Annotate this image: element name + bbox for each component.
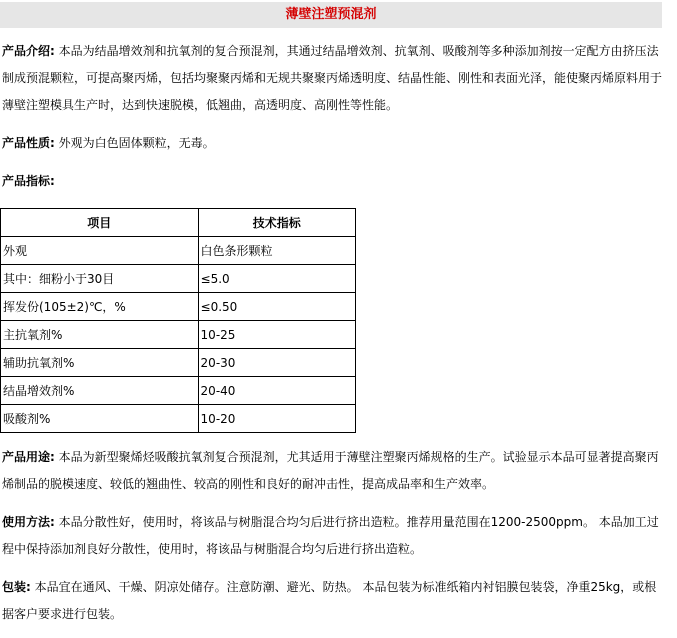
header-item: 项目 xyxy=(1,209,199,237)
row-item: 其中：细粉小于30目 xyxy=(1,265,199,293)
specs-label: 产品指标: xyxy=(2,174,55,188)
header-spec: 技术指标 xyxy=(198,209,355,237)
usage-label: 产品用途: xyxy=(2,450,55,464)
usage-paragraph xyxy=(2,444,662,498)
row-item: 结晶增效剂% xyxy=(1,377,199,405)
intro-text: 本品为结晶增效剂和抗氧剂的复合预混剂，其通过结晶增效剂、抗氧剂、吸酸剂等多种添加剂按一定配方由挤压法制成预混颗粒，可提高聚丙烯，包括均聚聚丙烯和无规共聚聚丙烯透明度、结晶性能、刚性和表面光泽，能使聚丙烯原料用于薄壁注塑模具生产时，达到快速脱模，低翘曲，高透明度、高刚性等性能。 xyxy=(2,44,663,112)
properties-paragraph xyxy=(2,130,662,157)
table-row xyxy=(1,237,356,265)
intro-label: 产品介绍: xyxy=(2,44,55,58)
row-item: 主抗氧剂% xyxy=(1,321,199,349)
table-row xyxy=(1,321,356,349)
table-row xyxy=(1,293,356,321)
properties-label: 产品性质: xyxy=(2,136,55,150)
row-value: 20-30 xyxy=(198,349,355,377)
method-text: 本品分散性好，使用时，将该品与树脂混合均匀后进行挤出造粒。推荐用量范围在1200-2500ppm。 本品加工过程中保持添加剂良好分散性，使用时，将该品与树脂混合均匀后进行挤出造粒。 xyxy=(2,515,659,556)
usage-text: 本品为新型聚烯烃吸酸抗氧剂复合预混剂，尤其适用于薄壁注塑聚丙烯规格的生产。试验显示本品可显著提高聚丙烯制品的脱模速度、较低的翘曲性、较高的刚性和良好的耐冲击性，提高成品率和生产效率。 xyxy=(2,450,659,491)
packaging-label: 包装: xyxy=(2,580,31,594)
row-item: 挥发份(105±2)℃，% xyxy=(1,293,199,321)
row-value: 白色条形颗粒 xyxy=(198,237,355,265)
properties-text: 外观为白色固体颗粒，无毒。 xyxy=(54,136,215,150)
table-header-row xyxy=(1,209,356,237)
spec-table xyxy=(0,208,356,433)
table-row xyxy=(1,349,356,377)
table-row xyxy=(1,377,356,405)
specs-heading xyxy=(2,168,662,195)
row-item: 吸酸剂% xyxy=(1,405,199,433)
packaging-paragraph xyxy=(2,574,662,628)
row-value: ≤0.50 xyxy=(198,293,355,321)
page-title: 薄壁注塑预混剂 xyxy=(0,2,662,28)
row-value: ≤5.0 xyxy=(198,265,355,293)
table-row xyxy=(1,265,356,293)
row-item: 辅助抗氧剂% xyxy=(1,349,199,377)
table-row xyxy=(1,405,356,433)
row-value: 10-25 xyxy=(198,321,355,349)
packaging-text: 本品宜在通风、干燥、阴凉处储存。注意防潮、避光、防热。 本品包装为标准纸箱内衬铝膜包装袋，净重25kg，或根据客户要求进行包装。 xyxy=(2,580,657,621)
method-paragraph xyxy=(2,509,662,563)
row-value: 10-20 xyxy=(198,405,355,433)
intro-paragraph xyxy=(2,38,662,119)
row-value: 20-40 xyxy=(198,377,355,405)
row-item: 外观 xyxy=(1,237,199,265)
method-label: 使用方法: xyxy=(2,515,55,529)
